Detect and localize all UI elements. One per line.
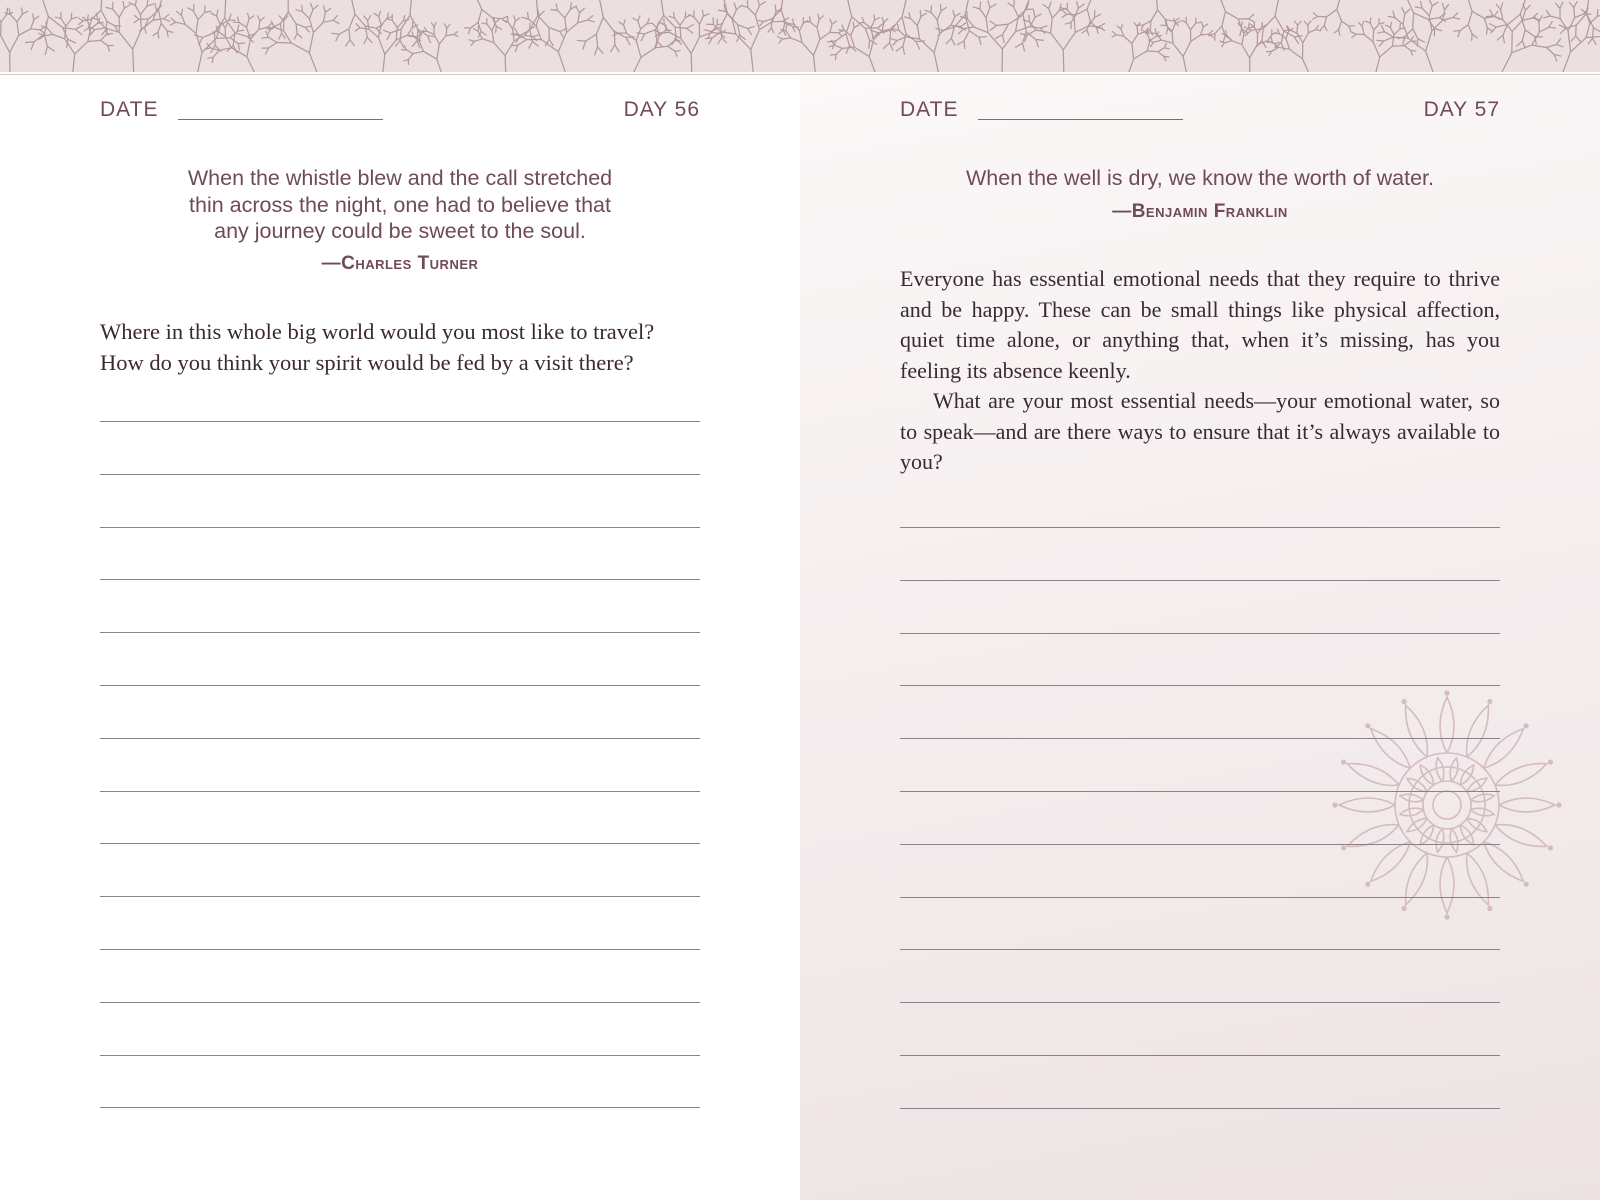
- writing-line[interactable]: [900, 633, 1500, 634]
- journal-prompt: [900, 264, 1500, 478]
- writing-line[interactable]: [900, 527, 1500, 528]
- prompt-paragraph: What are your most essential needs—your emotional water, so to speak—and are there ways to ensure that it’s always available to you?: [900, 388, 1500, 474]
- journal-page-day-57: [800, 76, 1600, 1200]
- writing-line[interactable]: [900, 1108, 1500, 1109]
- day-number: DAY 57: [1423, 98, 1500, 121]
- prompt-paragraph: Everyone has essential emotional needs that they require to thrive and be happy. These can be small things like physical affection, quiet time alone, or anything that, when it’s missing, has you feeling its absence keenly.: [900, 266, 1500, 383]
- prompt-line: How do you think your spirit would be fed by a visit there?: [100, 349, 634, 375]
- writing-line[interactable]: [900, 580, 1500, 581]
- writing-line[interactable]: [900, 1055, 1500, 1056]
- writing-line[interactable]: [100, 527, 700, 528]
- mandala-icon: [1332, 690, 1562, 920]
- quote-attribution: —Charles Turner: [321, 253, 479, 274]
- writing-line[interactable]: [100, 791, 700, 792]
- date-entry-line[interactable]: [178, 119, 383, 120]
- date-label: DATE: [100, 98, 159, 121]
- writing-line[interactable]: [100, 632, 700, 633]
- quote-line: thin across the night, one had to believe that: [189, 192, 611, 217]
- page-header: [900, 98, 1500, 128]
- writing-line[interactable]: [900, 685, 1500, 686]
- writing-line[interactable]: [100, 1107, 700, 1108]
- writing-line[interactable]: [900, 949, 1500, 950]
- writing-line[interactable]: [100, 896, 700, 897]
- writing-line[interactable]: [100, 738, 700, 739]
- floral-branch-pattern-icon: [0, 0, 1600, 72]
- writing-line[interactable]: [100, 421, 700, 422]
- quote-line: any journey could be sweet to the soul.: [214, 219, 586, 243]
- writing-line[interactable]: [100, 685, 700, 686]
- writing-line[interactable]: [900, 897, 1500, 898]
- writing-line[interactable]: [900, 738, 1500, 739]
- floral-banner: [0, 0, 1600, 72]
- journal-prompt: [100, 317, 700, 378]
- quote-attribution: —Benjamin Franklin: [1112, 201, 1288, 222]
- writing-line[interactable]: [100, 579, 700, 580]
- page-header: [100, 98, 700, 128]
- writing-line[interactable]: [900, 791, 1500, 792]
- writing-line[interactable]: [100, 1002, 700, 1003]
- writing-line[interactable]: [100, 1055, 700, 1056]
- writing-line[interactable]: [100, 474, 700, 475]
- writing-line[interactable]: [100, 949, 700, 950]
- quote: [100, 165, 700, 245]
- quote: [900, 165, 1500, 192]
- date-entry-line[interactable]: [978, 119, 1183, 120]
- quote-line: When the well is dry, we know the worth of water.: [965, 166, 1435, 190]
- quote-line: When the whistle blew and the call stretched: [187, 166, 613, 190]
- date-label: DATE: [900, 98, 959, 121]
- banner-divider: [0, 74, 1600, 75]
- writing-line[interactable]: [900, 844, 1500, 845]
- day-number: DAY 56: [623, 98, 700, 121]
- writing-line[interactable]: [100, 843, 700, 844]
- writing-line[interactable]: [900, 1002, 1500, 1003]
- prompt-line: Where in this whole big world would you most like to travel?: [100, 319, 655, 344]
- journal-page-day-56: [0, 76, 800, 1200]
